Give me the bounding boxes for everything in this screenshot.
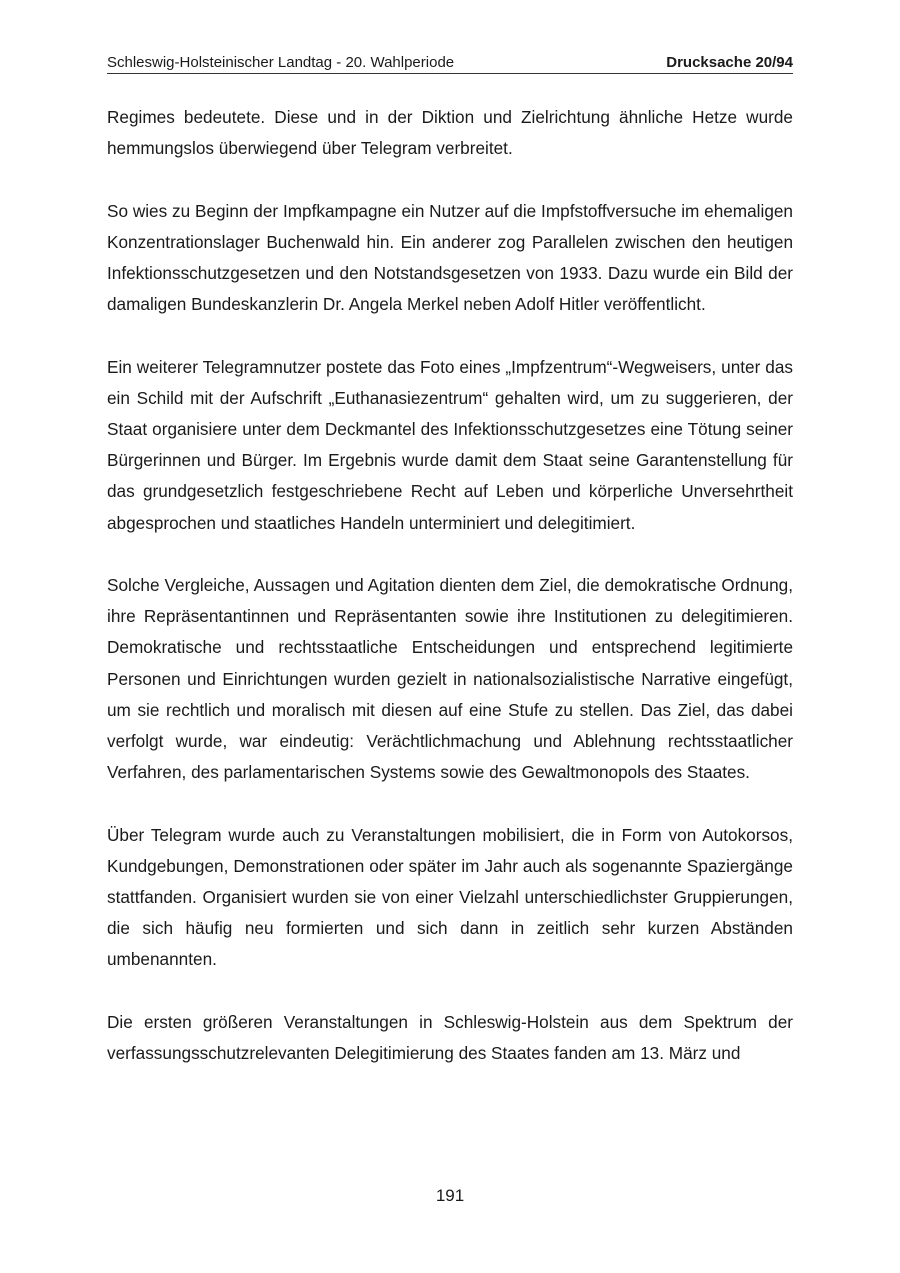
paragraph: Solche Vergleiche, Aussagen und Agitation dienten dem Ziel, die demokratische Ordnung, ihre Repräsentantinnen und Repräsentanten sowie ihre Institutionen zu delegitimieren. Demokratische und rechtsstaatliche Entscheidungen und entsprechend legitimierte Personen und Einrichtungen wurden gezielt in nationalsozialistische Narrative eingefügt, um sie rechtlich und moralisch mit diesen auf eine Stufe zu stellen. Das Ziel, das dabei verfolgt wurde, war eindeutig: Verächtlichmachung und Ablehnung rechtsstaatlicher Verfahren, des parlamentarischen Systems sowie des Gewaltmonopols des Staates. [107, 575, 793, 783]
paragraph: Ein weiterer Telegramnutzer postete das Foto eines „Impfzentrum“-Wegweisers, unter das ein Schild mit der Aufschrift „Euthanasiezentrum“ gehalten wird, um zu suggerieren, der Staat organisiere unter dem Deckmantel des Infektionsschutzgesetzes eine Tötung seiner Bürgerinnen und Bürger. Im Ergebnis wurde damit dem Staat seine Garantenstellung für das grundgesetzlich festgeschriebene Recht auf Leben und körperliche Unversehrtheit abgesprochen und staatliches Handeln unterminiert und delegitimiert. [107, 356, 793, 533]
paragraph: Über Telegram wurde auch zu Veranstaltungen mobilisiert, die in Form von Autokorsos, Kundgebungen, Demonstrationen oder später im Jahr auch als sogenannte Spaziergänge stattfanden. Organisiert wurden sie von einer Vielzahl unterschiedlichster Gruppierungen, die sich häufig neu formierten und sich dann in zeitlich sehr kurzen Abständen umbenannten. [107, 824, 793, 970]
paragraph: Die ersten größeren Veranstaltungen in Schleswig-Holstein aus dem Spektrum der verfassungsschutzrelevanten Delegitimierung des Staates fanden am 13. März und [107, 1011, 793, 1064]
document-number: Drucksache 20/94 [666, 54, 793, 71]
paragraph: Regimes bedeutete. Diese und in der Diktion und Zielrichtung ähnliche Hetze wurde hemmungslos überwiegend über Telegram verbreitet. [107, 107, 793, 159]
body-text [107, 102, 793, 1100]
page-header [107, 54, 793, 74]
header-title: Schleswig-Holsteinischer Landtag - 20. Wahlperiode [107, 54, 455, 71]
page-number: 191 [435, 1186, 465, 1205]
paragraph: So wies zu Beginn der Impfkampagne ein Nutzer auf die Impfstoffversuche im ehemaligen Konzentrationslager Buchenwald hin. Ein anderer zog Parallelen zwischen den heutigen Infektionsschutzgesetzen und den Notstandsgesetzen von 1933. Dazu wurde ein Bild der damaligen Bundeskanzlerin Dr. Angela Merkel neben Adolf Hitler veröffentlicht. [107, 200, 793, 315]
